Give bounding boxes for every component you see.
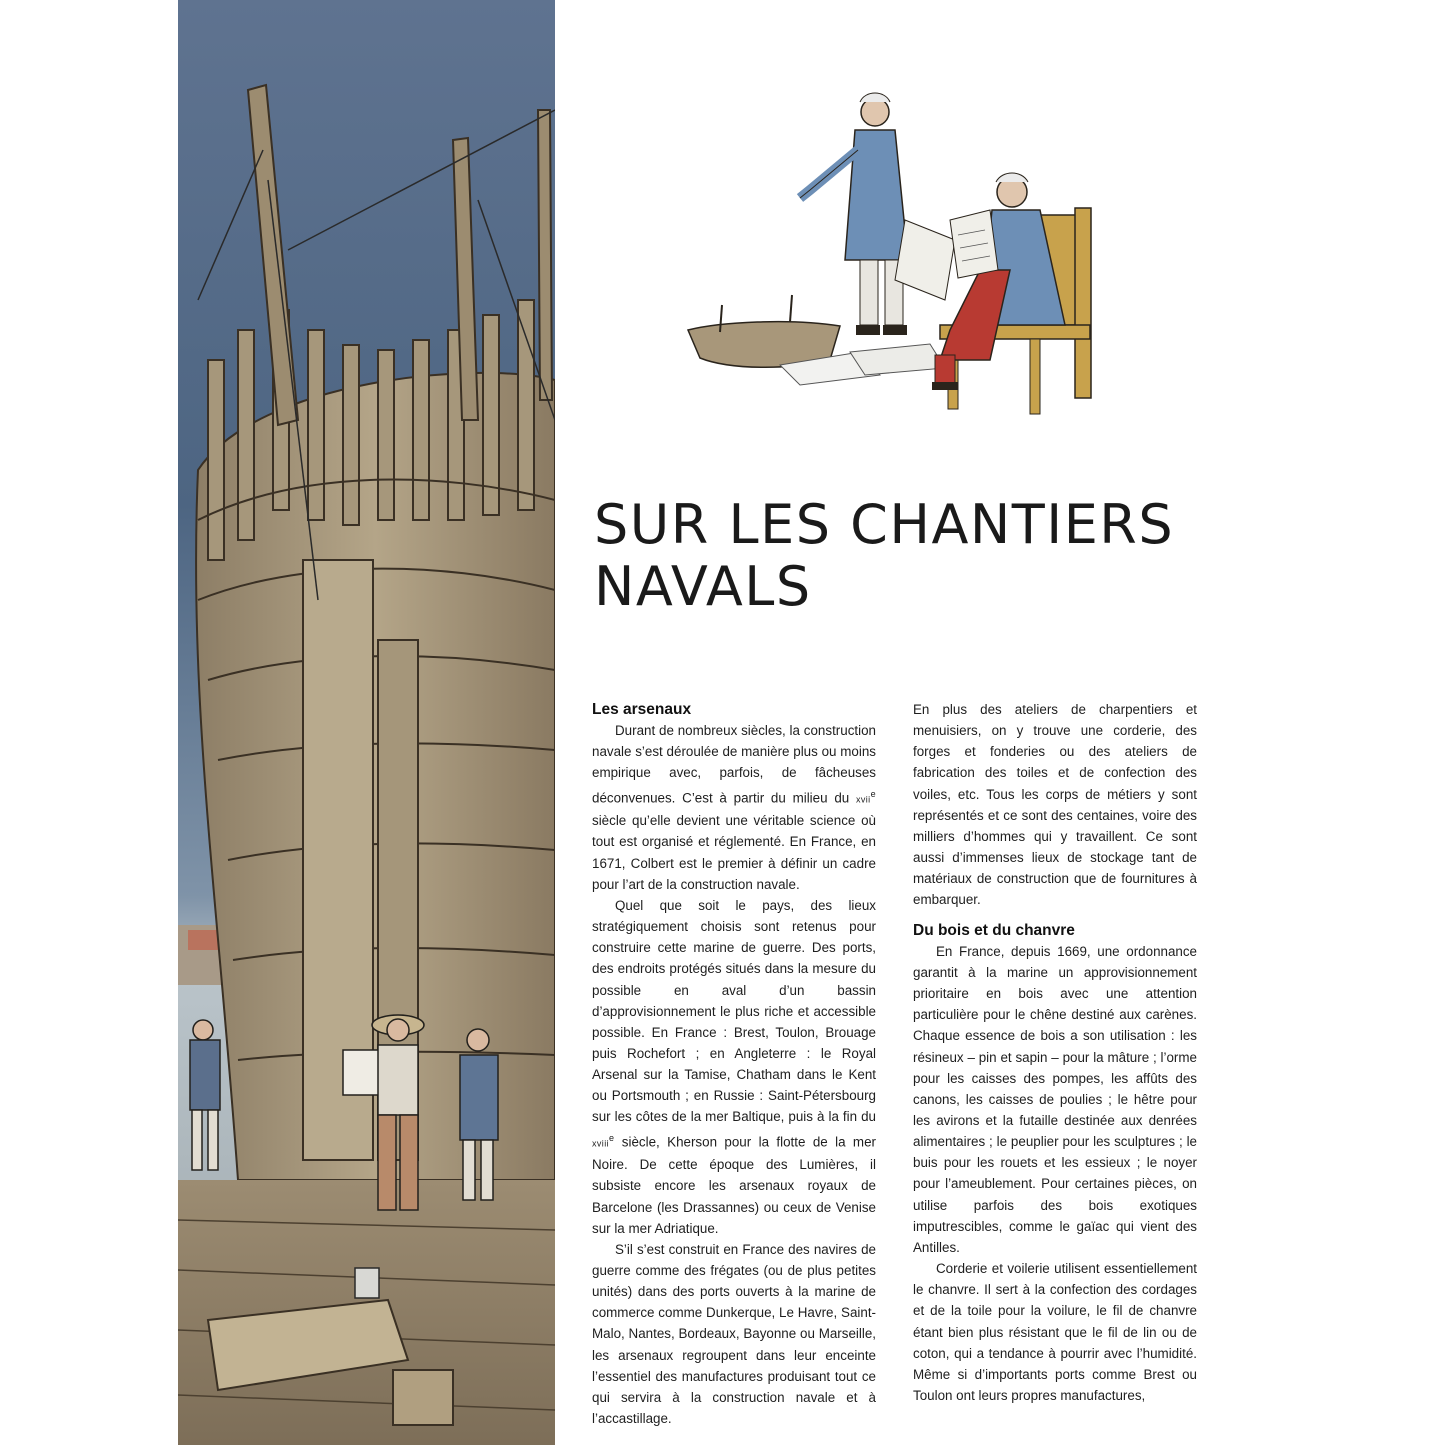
- section-heading-arsenaux: Les arsenaux: [592, 701, 692, 718]
- page-title: [594, 494, 1234, 618]
- paragraph: Durant de nombreux siècles, la construction navale s’est déroulée de manière plus ou moins empirique avec, parfois, de fâcheuses déconvenues. C’est à partir du milieu du xvii$^e$ siècle qu’elle devient une véritable science où tout est organisé et réglementé. En France, en 1671, Colbert est le premier à définir un cadre pour l’art de la construction navale.: [592, 723, 876, 892]
- shipyard-illustration: [178, 0, 555, 1445]
- title-line-1: SUR LES CHANTIERS: [594, 493, 1175, 556]
- paragraph: Quel que soit le pays, des lieux stratégiquement choisis sont retenus pour construire cette marine de guerre. Des ports, des endroits protégés situés dans la mesure du possible en aval d’un bassin d’approvisionnement le plus riche et accessible possible. En France : Brest, Toulon, Brouage puis Rochefort ; en Angleterre : le Royal Arsenal sur la Tamise, Chatham dans le Kent ou Portsmouth ; en Russie : Saint-Pétersbourg sur les côtes de la mer Baltique, puis à la fin du xviii$^e$ siècle, Kherson pour la flotte de la mer Noire. De cette époque des Lumières, il subsiste encore les arsenaux royaux de Barcelone (les Drassannes) ou ceux de Venise sur la mer Adriatique.: [592, 897, 876, 1236]
- paragraph: En France, depuis 1669, une ordonnance garantit à la marine un approvisionnement prioritaire en bois avec une attention particulière pour le chêne destiné aux carènes. Chaque essence de bois a son utilisation : les résineux – pin et sapin – pour la mâture ; l’orme pour les caisses des pompes, les affûts des canons, les caisses de poulies ; le hêtre pour les avirons et la futaille destinée aux denrées alimentaires ; le peuplier pour les sculptures ; le buis pour les rouets et les essieux ; le noyer pour l’ameublement. Pour certaines pièces, on utilise parfois des bois exotiques imputrescibles, comme le gaïac qui vient des Antilles.: [913, 943, 1197, 1255]
- paragraph: En plus des ateliers de charpentiers et menuisiers, on y trouve une corderie, des forges et fonderies ou des ateliers de fabrication des toiles et de confection des voiles, etc. Tous les corps de métiers y sont représentés et ce sont des centaines, voire des milliers d’hommes qui y travaillent. Ce sont aussi d’immenses lieux de stockage tant de matériaux de construction que de fournitures à embarquer.: [913, 702, 1197, 908]
- left-text-column: [592, 699, 876, 1429]
- paragraph: Corderie et voilerie utilisent essentiellement le chanvre. Il sert à la confection des cordages et de la toile pour la voilure, le fil de chanvre étant bien plus résistant que le fil de lin ou de coton, qui a tendance à pourrir avec l’humidité. Même si d’importants ports comme Brest ou Toulon ont leurs propres manufactures,: [913, 1261, 1197, 1403]
- officials-illustration: [680, 90, 1110, 425]
- right-text-column: [913, 699, 1197, 1406]
- title-line-2: NAVALS: [594, 555, 812, 618]
- section-heading-bois-chanvre: Du bois et du chanvre: [913, 921, 1075, 939]
- paragraph: S’il s’est construit en France des navires de guerre comme des frégates (ou de plus petites unités) dans des ports ouverts à la marine de commerce comme Dunkerque, Le Havre, Saint-Malo, Nantes, Bordeaux, Bayonne ou Marseille, les arsenaux regroupent dans leur enceinte l’essentiel des manufactures produisant tout ce qui servira à la construction navale et à l’accastillage.: [592, 1241, 876, 1427]
